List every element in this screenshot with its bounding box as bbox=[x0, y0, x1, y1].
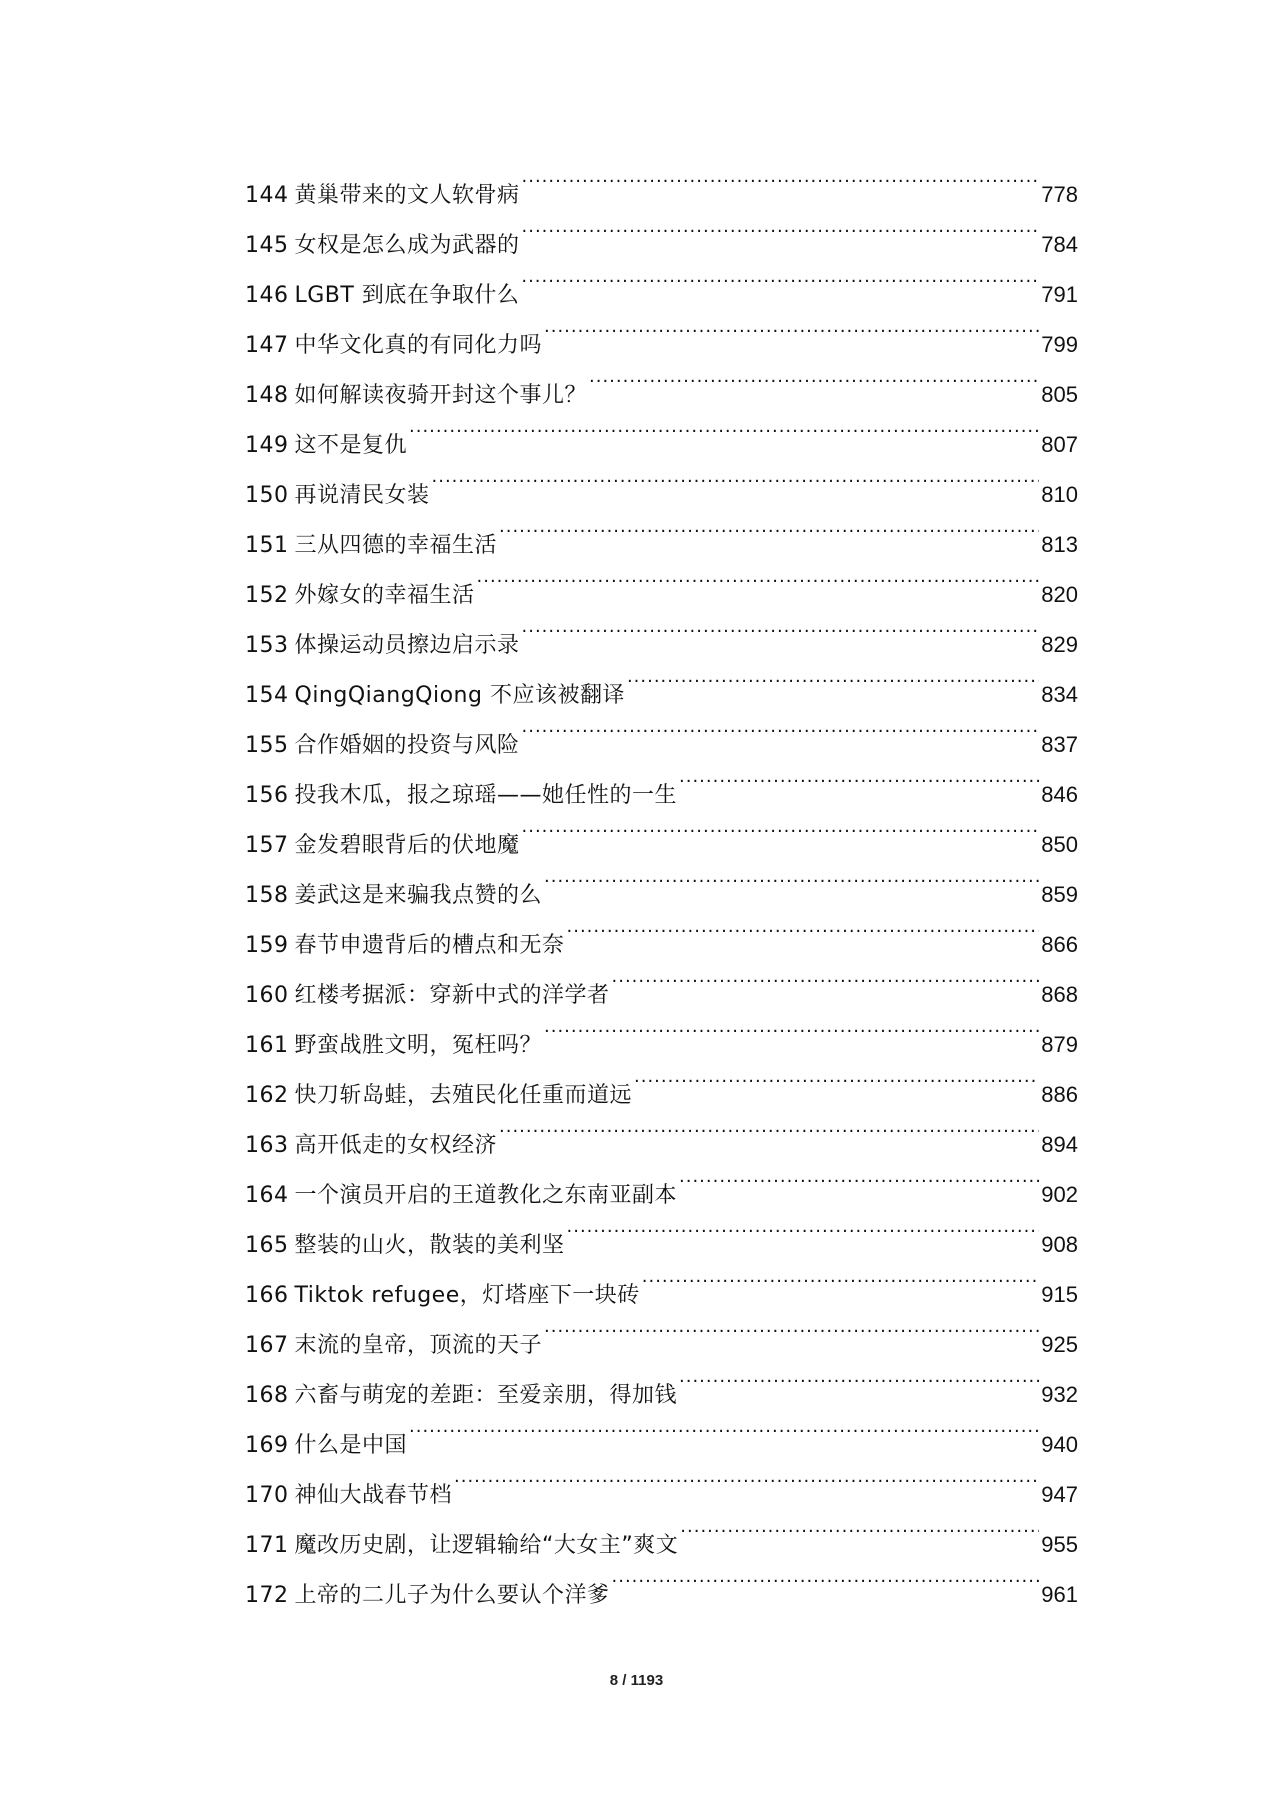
toc-entry-title bbox=[245, 871, 542, 921]
toc-entry-text: 一个演员开启的王道教化之东南亚副本 bbox=[294, 1183, 678, 1208]
dot-leader bbox=[544, 302, 1039, 352]
dot-leader bbox=[612, 1552, 1040, 1602]
toc-entry-page: 810 bbox=[1041, 482, 1078, 507]
toc-entry-number: 145 bbox=[245, 233, 289, 258]
toc-entry-title bbox=[245, 1571, 610, 1621]
dot-leader bbox=[432, 452, 1040, 502]
toc-entry-page: 805 bbox=[1041, 382, 1078, 407]
toc-entry-text: 野蛮战胜文明，冤枉吗？ bbox=[294, 1033, 543, 1058]
toc-entry-page: 791 bbox=[1041, 282, 1078, 307]
toc-entry-page: 879 bbox=[1041, 1032, 1078, 1057]
toc-entry-title bbox=[245, 721, 520, 771]
toc-entry-title bbox=[245, 171, 520, 221]
toc-entry-number: 160 bbox=[245, 983, 289, 1008]
toc-entry-text: 合作婚姻的投资与风险 bbox=[294, 733, 520, 758]
dot-leader bbox=[409, 402, 1039, 452]
dot-leader bbox=[409, 1402, 1039, 1452]
toc-entry[interactable] bbox=[245, 152, 1078, 208]
toc-entry-page: 868 bbox=[1041, 982, 1078, 1007]
toc-entry-title bbox=[245, 1321, 542, 1371]
toc-entry-text: 这不是复仇 bbox=[294, 433, 408, 458]
toc-entry-text: 上帝的二儿子为什么要认个洋爹 bbox=[294, 1583, 610, 1608]
toc-entry-page: 955 bbox=[1041, 1532, 1078, 1557]
toc-entry-title bbox=[245, 421, 407, 471]
toc-entry-number: 153 bbox=[245, 633, 289, 658]
toc-entry-number: 159 bbox=[245, 933, 289, 958]
toc-entry-text: 再说清民女装 bbox=[294, 483, 430, 508]
dot-leader bbox=[522, 802, 1040, 852]
toc-entry-text: 快刀斩岛蛙，去殖民化任重而道远 bbox=[294, 1083, 633, 1108]
toc-entry-number: 168 bbox=[245, 1383, 289, 1408]
dot-leader bbox=[679, 1352, 1039, 1402]
toc-entry-number: 155 bbox=[245, 733, 289, 758]
dot-leader bbox=[679, 1152, 1039, 1202]
toc-entry-page: 908 bbox=[1041, 1232, 1078, 1257]
toc-entry-page: 829 bbox=[1041, 632, 1078, 657]
dot-leader bbox=[642, 1252, 1040, 1302]
toc-entry-title bbox=[245, 1221, 565, 1271]
toc-entry-text: 魔改历史剧，让逻辑输给“大女主”爽文 bbox=[294, 1533, 679, 1558]
toc-entry-title bbox=[245, 571, 475, 621]
dot-leader bbox=[477, 552, 1040, 602]
toc-entry-number: 165 bbox=[245, 1233, 289, 1258]
toc-entry-page: 799 bbox=[1041, 332, 1078, 357]
toc-entry-title bbox=[245, 1471, 452, 1521]
toc-entry-number: 169 bbox=[245, 1433, 289, 1458]
toc-entry-number: 157 bbox=[245, 833, 289, 858]
toc-entry-page: 915 bbox=[1041, 1282, 1078, 1307]
dot-leader bbox=[522, 602, 1040, 652]
toc-entry-number: 144 bbox=[245, 183, 289, 208]
toc-entry-page: 846 bbox=[1041, 782, 1078, 807]
toc-entry-text: 春节申遗背后的槽点和无奈 bbox=[294, 933, 565, 958]
toc-entry-text: 六畜与萌宠的差距：至爱亲朋，得加钱 bbox=[294, 1383, 678, 1408]
toc-entry-title bbox=[245, 221, 520, 271]
toc-entry-text: Tiktok refugee，灯塔座下一块砖 bbox=[294, 1283, 640, 1308]
toc-entry-page: 947 bbox=[1041, 1482, 1078, 1507]
toc-entry-text: 中华文化真的有同化力吗 bbox=[294, 333, 543, 358]
toc-entry-page: 784 bbox=[1041, 232, 1078, 257]
dot-leader bbox=[454, 1452, 1039, 1502]
dot-leader bbox=[522, 152, 1040, 202]
toc-entry-page: 894 bbox=[1041, 1132, 1078, 1157]
toc-entry-text: 女权是怎么成为武器的 bbox=[294, 233, 520, 258]
toc-entry-page: 837 bbox=[1041, 732, 1078, 757]
dot-leader bbox=[499, 502, 1039, 552]
toc-entry-text: 末流的皇帝，顶流的天子 bbox=[294, 1333, 543, 1358]
toc-entry-text: 整装的山火，散装的美利坚 bbox=[294, 1233, 565, 1258]
toc-entry-number: 156 bbox=[245, 783, 289, 808]
toc-entry-number: 154 bbox=[245, 683, 289, 708]
toc-entry-page: 778 bbox=[1041, 182, 1078, 207]
toc-entry-text: 外嫁女的幸福生活 bbox=[294, 583, 475, 608]
dot-leader bbox=[544, 1302, 1039, 1352]
dot-leader bbox=[544, 852, 1039, 902]
toc-entry-page: 850 bbox=[1041, 832, 1078, 857]
toc-entry-number: 171 bbox=[245, 1533, 289, 1558]
toc-entry-page: 886 bbox=[1041, 1082, 1078, 1107]
toc-entry-page: 813 bbox=[1041, 532, 1078, 557]
toc-entry-text: 体操运动员擦边启示录 bbox=[294, 633, 520, 658]
toc-entry-title bbox=[245, 1021, 542, 1071]
toc-entry-number: 150 bbox=[245, 483, 289, 508]
toc-entry-text: 三从四德的幸福生活 bbox=[294, 533, 498, 558]
dot-leader bbox=[499, 1102, 1039, 1152]
toc-entry-title bbox=[245, 321, 542, 371]
toc-entry-page: 932 bbox=[1041, 1382, 1078, 1407]
toc-entry-page: 807 bbox=[1041, 432, 1078, 457]
toc-entry-text: 黄巢带来的文人软骨病 bbox=[294, 183, 520, 208]
toc-entry-title bbox=[245, 921, 565, 971]
toc-entry-title bbox=[245, 271, 519, 321]
toc-entry-number: 172 bbox=[245, 1583, 289, 1608]
toc-entry-page: 834 bbox=[1041, 682, 1078, 707]
toc-entry-number: 148 bbox=[245, 383, 289, 408]
dot-leader bbox=[521, 252, 1039, 302]
toc-entry-number: 158 bbox=[245, 883, 289, 908]
toc-entry-number: 147 bbox=[245, 333, 289, 358]
toc-entry-title bbox=[245, 1121, 497, 1171]
toc-entry-page: 866 bbox=[1041, 932, 1078, 957]
toc-entry-number: 166 bbox=[245, 1283, 289, 1308]
toc-entry-text: 投我木瓜，报之琼瑶——她任性的一生 bbox=[294, 783, 678, 808]
toc-entry-page: 820 bbox=[1041, 582, 1078, 607]
toc-entry-page: 961 bbox=[1041, 1582, 1078, 1607]
dot-leader bbox=[679, 752, 1039, 802]
toc-entry-title bbox=[245, 821, 520, 871]
page-number-footer: 8 / 1193 bbox=[609, 1672, 664, 1689]
toc-entry-number: 152 bbox=[245, 583, 289, 608]
toc-entry-number: 170 bbox=[245, 1483, 289, 1508]
toc-entry-text: 什么是中国 bbox=[294, 1433, 408, 1458]
dot-leader bbox=[567, 902, 1040, 952]
toc-entry-page: 940 bbox=[1041, 1432, 1078, 1457]
toc-entry-title bbox=[245, 621, 520, 671]
toc-entry-text: 神仙大战春节档 bbox=[294, 1483, 453, 1508]
toc-entry-number: 164 bbox=[245, 1183, 289, 1208]
toc-entry-text: 姜武这是来骗我点赞的么 bbox=[294, 883, 543, 908]
dot-leader bbox=[544, 1002, 1039, 1052]
toc-entry-text: 如何解读夜骑开封这个事儿？ bbox=[294, 383, 588, 408]
toc-entry-text: QingQiangQiong 不应该被翻译 bbox=[294, 683, 625, 708]
dot-leader bbox=[627, 652, 1039, 702]
toc-entry-text: 金发碧眼背后的伏地魔 bbox=[294, 833, 520, 858]
toc-entry-page: 925 bbox=[1041, 1332, 1078, 1357]
dot-leader bbox=[680, 1502, 1039, 1552]
toc-entry-title bbox=[245, 521, 497, 571]
dot-leader bbox=[589, 352, 1039, 402]
toc-entry-page: 902 bbox=[1041, 1182, 1078, 1207]
toc-entry-number: 161 bbox=[245, 1033, 289, 1058]
toc-entry-number: 163 bbox=[245, 1133, 289, 1158]
toc-entry-page: 859 bbox=[1041, 882, 1078, 907]
table-of-contents bbox=[245, 152, 1078, 1608]
toc-entry-title bbox=[245, 471, 430, 521]
toc-entry-title bbox=[245, 1421, 407, 1471]
dot-leader bbox=[634, 1052, 1039, 1102]
dot-leader bbox=[567, 1202, 1040, 1252]
toc-entry-number: 149 bbox=[245, 433, 289, 458]
toc-entry-text: LGBT 到底在争取什么 bbox=[294, 283, 520, 308]
toc-entry-number: 162 bbox=[245, 1083, 289, 1108]
toc-entry-text: 高开低走的女权经济 bbox=[294, 1133, 498, 1158]
toc-entry-number: 151 bbox=[245, 533, 289, 558]
toc-entry-text: 红楼考据派：穿新中式的洋学者 bbox=[294, 983, 610, 1008]
dot-leader bbox=[522, 202, 1040, 252]
toc-entry-number: 167 bbox=[245, 1333, 289, 1358]
dot-leader bbox=[522, 702, 1040, 752]
dot-leader bbox=[612, 952, 1040, 1002]
toc-entry-number: 146 bbox=[245, 283, 289, 308]
